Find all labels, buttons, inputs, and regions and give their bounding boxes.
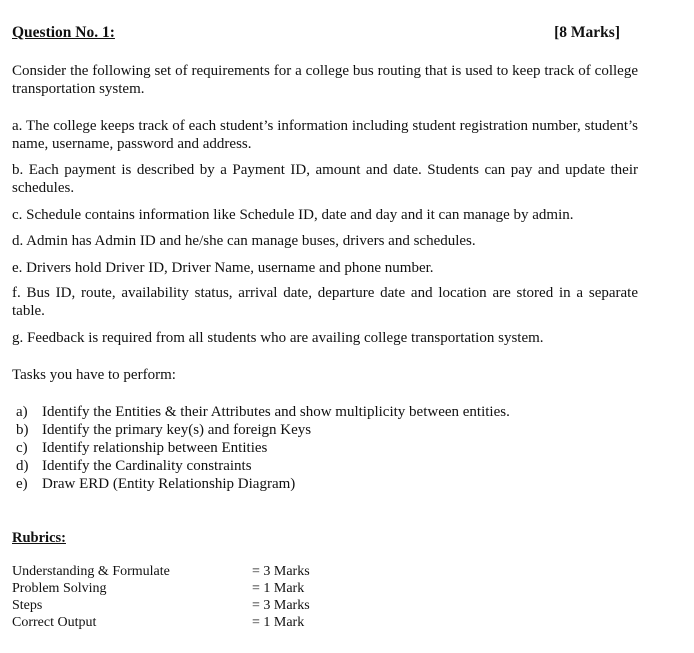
rubric-row [12,597,412,614]
task-letter: b) [16,422,29,438]
question-header [12,24,638,44]
question-marks: [8 Marks] [554,24,620,41]
requirement-e: e. Drivers hold Driver ID, Driver Name, username and phone number. [12,260,434,276]
task-letter: c) [16,440,28,456]
rubric-row [12,614,412,631]
rubric-row [12,580,412,597]
intro-paragraph: Consider the following set of requirements for a college bus routing that is used to keep track of college transportation system. [12,63,638,97]
requirement-b: b. Each payment is described by a Payment ID, amount and date. Students can pay and update their schedules. [12,162,638,196]
rubric-criterion: Steps [12,598,43,613]
task-text: Identify the Entities & their Attributes and show multiplicity between entities. [42,404,510,420]
rubric-criterion: Understanding & Formulate [12,564,170,579]
task-letter: a) [16,404,28,420]
rubric-value: = 1 Mark [252,615,305,630]
rubric-row [12,563,412,580]
rubric-criterion: Problem Solving [12,581,107,596]
rubric-value: = 3 Marks [252,564,310,579]
task-text: Draw ERD (Entity Relationship Diagram) [42,476,296,492]
requirement-c: c. Schedule contains information like Schedule ID, date and day and it can manage by admin. [12,207,574,223]
rubrics-table [12,563,412,631]
question-title: Question No. 1: [12,24,115,41]
requirement-a: a. The college keeps track of each student’s information including student registration number, student’s name, username, password and address. [12,118,638,152]
task-item [16,439,616,457]
rubrics-title: Rubrics: [12,530,66,546]
task-text: Identify relationship between Entities [42,440,268,456]
task-letter: d) [16,458,29,474]
rubric-criterion: Correct Output [12,615,97,630]
requirement-f: f. Bus ID, route, availability status, arrival date, departure date and location are stored in a separate table. [12,285,638,319]
task-item [16,421,616,439]
requirement-d: d. Admin has Admin ID and he/she can manage buses, drivers and schedules. [12,233,476,249]
rubric-value: = 3 Marks [252,598,310,613]
rubric-value: = 1 Mark [252,581,305,596]
requirement-g: g. Feedback is required from all students who are availing college transportation system. [12,330,544,346]
task-list [16,403,616,493]
tasks-heading: Tasks you have to perform: [12,367,176,383]
task-letter: e) [16,476,28,492]
task-item [16,403,616,421]
task-item [16,475,616,493]
task-text: Identify the primary key(s) and foreign Keys [42,422,312,438]
task-text: Identify the Cardinality constraints [42,458,252,474]
task-item [16,457,616,475]
